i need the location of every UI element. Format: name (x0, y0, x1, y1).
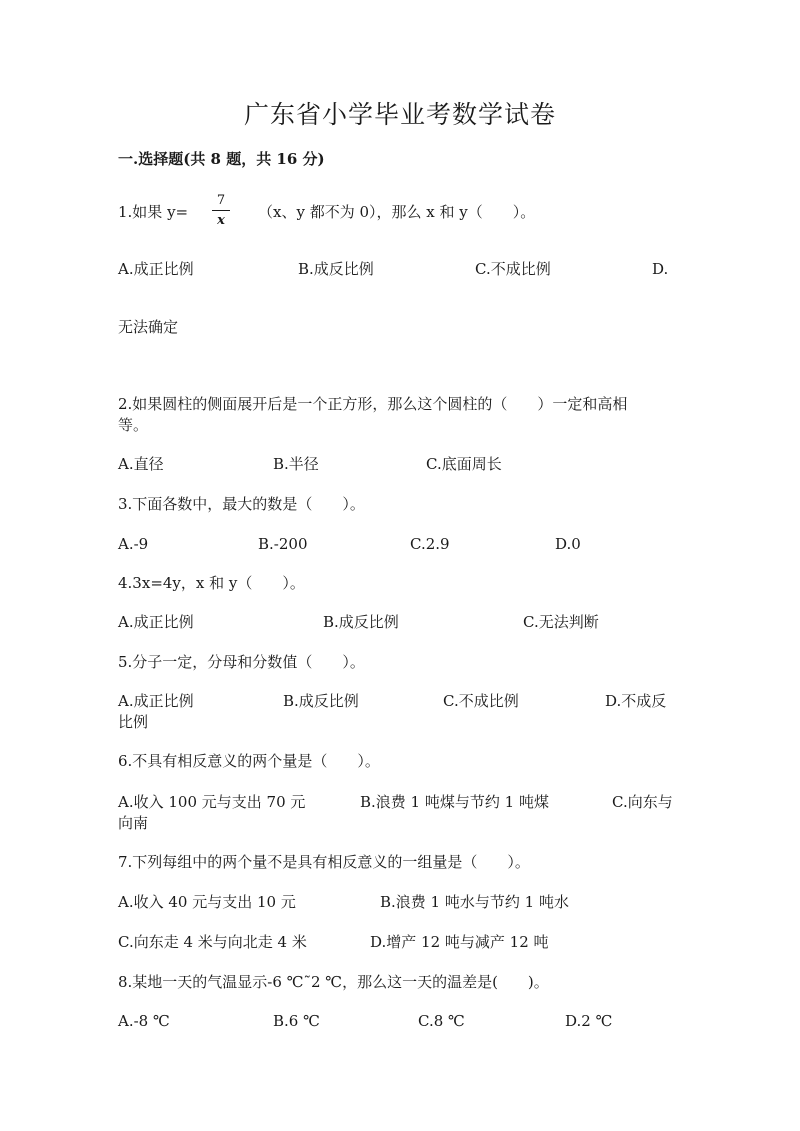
option-a[interactable]: A.成正比例 (118, 692, 194, 710)
fraction-7-over-x (212, 193, 230, 228)
question-7: 7.下列每组中的两个量不是具有相反意义的一组量是（ ）。 (118, 853, 530, 871)
section-heading: 一.选择题(共 8 题，共 16 分) (118, 150, 325, 168)
option-c[interactable]: C.不成比例 (443, 692, 519, 710)
option-a[interactable]: A.收入 40 元与支出 10 元 (118, 893, 296, 911)
option-d[interactable]: D.0 (555, 535, 581, 553)
fraction-numerator: 7 (216, 193, 226, 208)
option-c[interactable]: C.底面周长 (426, 455, 502, 473)
option-d[interactable]: D.增产 12 吨与减产 12 吨 (370, 933, 549, 951)
option-b[interactable]: B.半径 (273, 455, 319, 473)
option-b[interactable]: B.成反比例 (298, 260, 374, 278)
question-3: 3.下面各数中，最大的数是（ ）。 (118, 495, 365, 513)
option-a[interactable]: A.-9 (118, 535, 149, 553)
option-d[interactable]: D.不成反 (605, 692, 667, 710)
option-c[interactable]: C.2.9 (410, 535, 450, 553)
page-title: 广东省小学毕业考数学试卷 (243, 100, 556, 129)
option-d[interactable]: D.2 ℃ (565, 1012, 613, 1030)
fraction-bar (212, 210, 230, 211)
question-6: 6.不具有相反意义的两个量是（ ）。 (118, 752, 380, 770)
option-b[interactable]: B.成反比例 (323, 613, 399, 631)
option-c[interactable]: C.8 ℃ (418, 1012, 465, 1030)
question-1 (118, 201, 688, 223)
option-a[interactable]: A.收入 100 元与支出 70 元 (118, 793, 306, 811)
option-a[interactable]: A.-8 ℃ (118, 1012, 170, 1030)
question-5-option-d-wrap: 比例 (118, 713, 149, 731)
option-c[interactable]: C.无法判断 (523, 613, 599, 631)
question-4: 4.3x=4y，x 和 y（ ）。 (118, 574, 305, 592)
option-a[interactable]: A.成正比例 (118, 260, 194, 278)
option-b[interactable]: B.浪费 1 吨煤与节约 1 吨煤 (360, 793, 549, 811)
question-6-option-c-wrap: 向南 (118, 814, 149, 832)
option-a[interactable]: A.直径 (118, 455, 164, 473)
question-1-prefix: 1.如果 y= (118, 203, 189, 221)
fraction-denominator: x (217, 213, 225, 228)
option-c[interactable]: C.向东与 (612, 793, 673, 811)
question-1-option-d-wrap: 无法确定 (118, 318, 179, 336)
question-8: 8.某地一天的气温显示-6 ℃˜2 ℃，那么这一天的温差是( )。 (118, 973, 549, 991)
option-d[interactable]: D. (652, 260, 669, 278)
option-c[interactable]: C.向东走 4 米与向北走 4 米 (118, 933, 307, 951)
question-1-suffix: （x、y 都不为 0），那么 x 和 y（ ）。 (258, 203, 536, 221)
question-2-line-2: 等。 (118, 416, 149, 434)
option-b[interactable]: B.6 ℃ (273, 1012, 320, 1030)
question-2-line-1: 2.如果圆柱的侧面展开后是一个正方形，那么这个圆柱的（ ）一定和高相 (118, 395, 628, 413)
option-b[interactable]: B.成反比例 (283, 692, 359, 710)
option-b[interactable]: B.浪费 1 吨水与节约 1 吨水 (380, 893, 569, 911)
option-c[interactable]: C.不成比例 (475, 260, 551, 278)
option-a[interactable]: A.成正比例 (118, 613, 194, 631)
option-b[interactable]: B.-200 (258, 535, 308, 553)
question-5: 5.分子一定，分母和分数值（ ）。 (118, 653, 365, 671)
